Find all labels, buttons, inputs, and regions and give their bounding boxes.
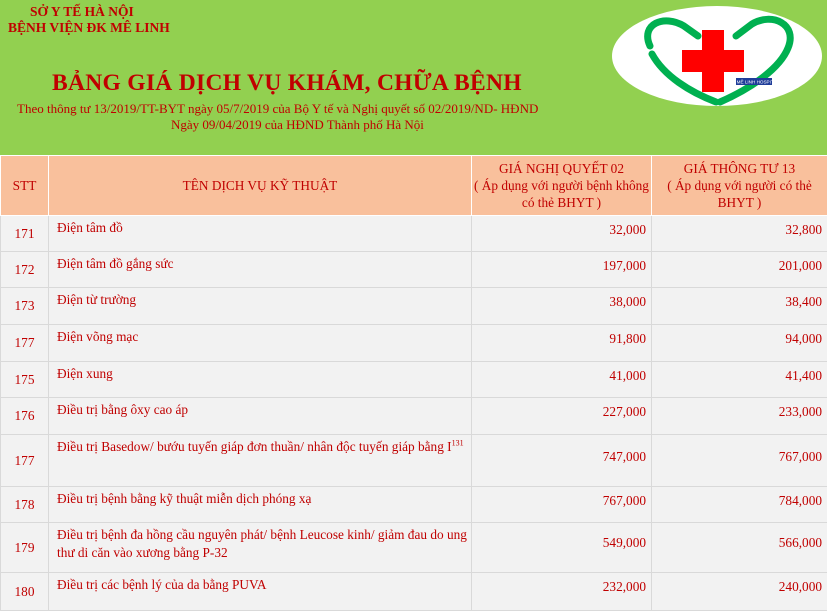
- row-service-name: Điều trị Basedow/ bướu tuyến giáp đơn thuần/ nhân độc tuyến giáp bằng $I^{131}$: [49, 435, 472, 487]
- table-row: [1, 487, 827, 523]
- page-title: BẢNG GIÁ DỊCH VỤ KHÁM, CHỮA BỆNH: [52, 70, 522, 96]
- row-price-tt: 41,400: [652, 362, 827, 398]
- row-stt: 180: [1, 573, 49, 611]
- hospital-name: BỆNH VIỆN ĐK MÊ LINH: [8, 20, 170, 35]
- row-price-nq: 747,000: [472, 435, 652, 487]
- table-row: [1, 573, 827, 611]
- row-price-nq: 197,000: [472, 252, 652, 288]
- row-stt: 173: [1, 288, 49, 325]
- row-price-nq: 32,000: [472, 216, 652, 252]
- row-stt: 171: [1, 216, 49, 252]
- row-stt: 177: [1, 325, 49, 362]
- table-header-row: [1, 156, 827, 216]
- row-price-nq: 549,000: [472, 523, 652, 573]
- table-row: [1, 362, 827, 398]
- row-stt: 176: [1, 398, 49, 435]
- row-stt: 172: [1, 252, 49, 288]
- row-stt: 175: [1, 362, 49, 398]
- row-service-name: Điện xung: [49, 362, 472, 398]
- row-service-name: Điều trị bệnh đa hồng cầu nguyên phát/ bệnh Leucose kinh/ giảm đau do ung thư di căn vào xương bằng P-32: [49, 523, 472, 573]
- row-price-nq: 227,000: [472, 398, 652, 435]
- row-service-name: Điều trị bệnh bằng kỹ thuật miễn dịch phóng xạ: [49, 487, 472, 523]
- row-price-tt: 94,000: [652, 325, 827, 362]
- col-header-stt: STT: [1, 156, 49, 216]
- row-service-name: Điện từ trường: [49, 288, 472, 325]
- row-price-tt: 784,000: [652, 487, 827, 523]
- logo-text: ĐK MÊ LINH HOSPITAL: [729, 79, 779, 85]
- row-price-tt: 38,400: [652, 288, 827, 325]
- row-price-nq: 91,800: [472, 325, 652, 362]
- heart-cross-logo-icon: [612, 6, 822, 106]
- table-row: [1, 523, 827, 573]
- row-stt: 177: [1, 435, 49, 487]
- row-stt: 178: [1, 487, 49, 523]
- row-stt: 179: [1, 523, 49, 573]
- col-header-name: TÊN DỊCH VỤ KỸ THUẬT: [49, 156, 472, 216]
- table-row: [1, 288, 827, 325]
- row-price-nq: 767,000: [472, 487, 652, 523]
- row-price-nq: 38,000: [472, 288, 652, 325]
- table-row: [1, 325, 827, 362]
- row-service-name: Điện võng mạc: [49, 325, 472, 362]
- hospital-logo: [612, 6, 822, 106]
- col-header-price-tt: GIÁ THÔNG TƯ 13 ( Áp dụng với người có thẻ BHYT ): [652, 156, 827, 216]
- row-service-name: Điều trị bằng ôxy cao áp: [49, 398, 472, 435]
- row-price-tt: 566,000: [652, 523, 827, 573]
- row-price-tt: 240,000: [652, 573, 827, 611]
- header-banner: [0, 0, 827, 155]
- row-price-tt: 32,800: [652, 216, 827, 252]
- row-service-name: Điện tâm đồ gắng sức: [49, 252, 472, 288]
- isotope-superscript: 131: [451, 438, 464, 448]
- row-service-name: Điện tâm đồ: [49, 216, 472, 252]
- row-price-tt: 201,000: [652, 252, 827, 288]
- col-header-price-nq: GIÁ NGHỊ QUYẾT 02 ( Áp dụng với người bệnh không có thẻ BHYT ): [472, 156, 652, 216]
- department-name: SỞ Y TẾ HÀ NỘI: [30, 4, 134, 19]
- legal-basis-line-1: Theo thông tư 13/2019/TT-BYT ngày 05/7/2019 của Bộ Y tế và Nghị quyết số 02/2019/ND- HĐND: [17, 101, 539, 116]
- table-row: [1, 435, 827, 487]
- table-row: [1, 216, 827, 252]
- row-service-name: Điều trị các bệnh lý của da bằng PUVA: [49, 573, 472, 611]
- table-row: [1, 252, 827, 288]
- table-row: [1, 398, 827, 435]
- row-price-tt: 233,000: [652, 398, 827, 435]
- row-price-nq: 41,000: [472, 362, 652, 398]
- row-price-nq: 232,000: [472, 573, 652, 611]
- price-table: [0, 155, 827, 611]
- legal-basis-line-2: Ngày 09/04/2019 của HĐND Thành phố Hà Nội: [171, 117, 424, 132]
- row-price-tt: 767,000: [652, 435, 827, 487]
